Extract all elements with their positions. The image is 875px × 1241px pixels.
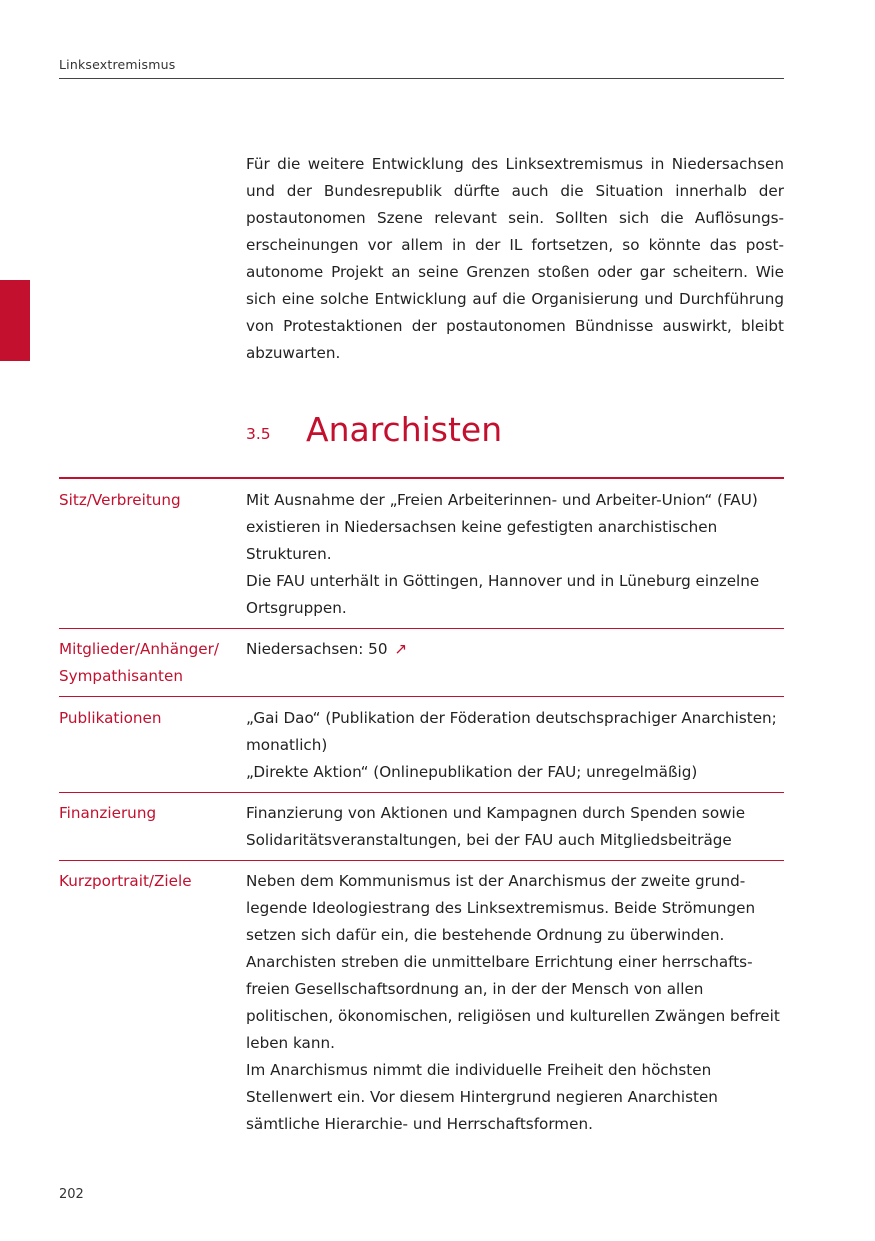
kurzportrait-text-2: Im Anarchismus nimmt die individuelle Freiheit den höchsten Stellenwert ein. Vor diesem Hintergrund negieren Anarchisten sämtliche Hierarchie- und Herrschaftsformen. — [246, 1061, 718, 1133]
sitz-text-2: Die FAU unterhält in Göttingen, Hannover und in Lüneburg einzelne Ortsgruppen. — [246, 572, 760, 617]
row-content-sitz — [246, 487, 784, 622]
info-table — [59, 477, 784, 1138]
row-content-mitglieder — [246, 636, 784, 690]
finanzierung-text: Finanzierung von Aktionen und Kampagnen durch Spenden sowie Solidaritätsveranstaltungen, bei der FAU auch Mitgliedsbeiträge — [246, 804, 746, 849]
sitz-text-1: Mit Ausnahme der „Freien Arbeiterinnen- und Arbeiter-Union“ (FAU) existieren in Niedersachsen keine gefestigten anarchistischen Strukturen. — [246, 491, 758, 563]
row-label-kurzportrait: Kurzportrait/Ziele — [59, 872, 192, 890]
kurzportrait-text-1: Neben dem Kommunismus ist der Anarchismus der zweite grundlegende Ideologiestrang des Linksextremismus. Beide Strömungen setzen sich dafür ein, die bestehende Ordnung zu überwinden. Anarchisten streben die unmittelbare Errichtung einer herrschaftsfreien Gesellschaftsordnung an, in der der Mensch von allen politischen, ökonomischen, religiösen und kulturellen Zwängen befreit leben kann. — [246, 872, 780, 1052]
section-heading — [246, 408, 784, 456]
trend-up-arrow-icon: ↗ — [394, 640, 408, 658]
running-header: Linksextremismus — [59, 57, 176, 72]
publication-item-1: „Gai Dao“ (Publikation der Föderation deutschsprachiger Anarchisten; monatlich) — [246, 709, 777, 754]
chapter-side-tab — [0, 280, 30, 361]
publication-item-2: „Direkte Aktion“ (Onlinepublikation der FAU; unregelmäßig) — [246, 763, 698, 781]
row-content-publikationen — [246, 705, 784, 786]
row-label-finanzierung: Finanzierung — [59, 804, 157, 822]
table-row-mitglieder — [59, 629, 784, 697]
section-number: 3.5 — [246, 425, 271, 443]
table-row-sitz — [59, 479, 784, 629]
row-label-publikationen: Publikationen — [59, 709, 162, 727]
table-row-publikationen — [59, 697, 784, 793]
intro-paragraph: Für die weitere Entwicklung des Linksextremismus in Niedersachsen und der Bundesrepublik dürfte auch die Situation innerhalb der postautonomen Szene relevant sein. Sollten sich die Auflösungserscheinungen vor allem in der IL fortsetzen, so könnte das postautonome Projekt an seine Grenzen stoßen oder gar scheitern. Wie sich eine solche Entwicklung auf die Organisierung und Durchführung von Protestaktionen der postautonomen Bündnisse auswirkt, bleibt abzuwarten. — [246, 155, 784, 362]
row-label-mitglieder: Mitglieder/Anhänger/ Sympathisanten — [59, 640, 219, 685]
mitglieder-value: Niedersachsen: 50 — [246, 640, 388, 658]
table-row-kurzportrait — [59, 861, 784, 1138]
row-content-kurzportrait — [246, 868, 784, 1138]
section-title: Anarchisten — [306, 410, 503, 449]
page-number: 202 — [59, 1187, 84, 1202]
row-label-sitz: Sitz/Verbreitung — [59, 491, 181, 509]
row-content-finanzierung — [246, 800, 784, 854]
table-row-finanzierung — [59, 793, 784, 861]
header-rule — [59, 78, 784, 79]
